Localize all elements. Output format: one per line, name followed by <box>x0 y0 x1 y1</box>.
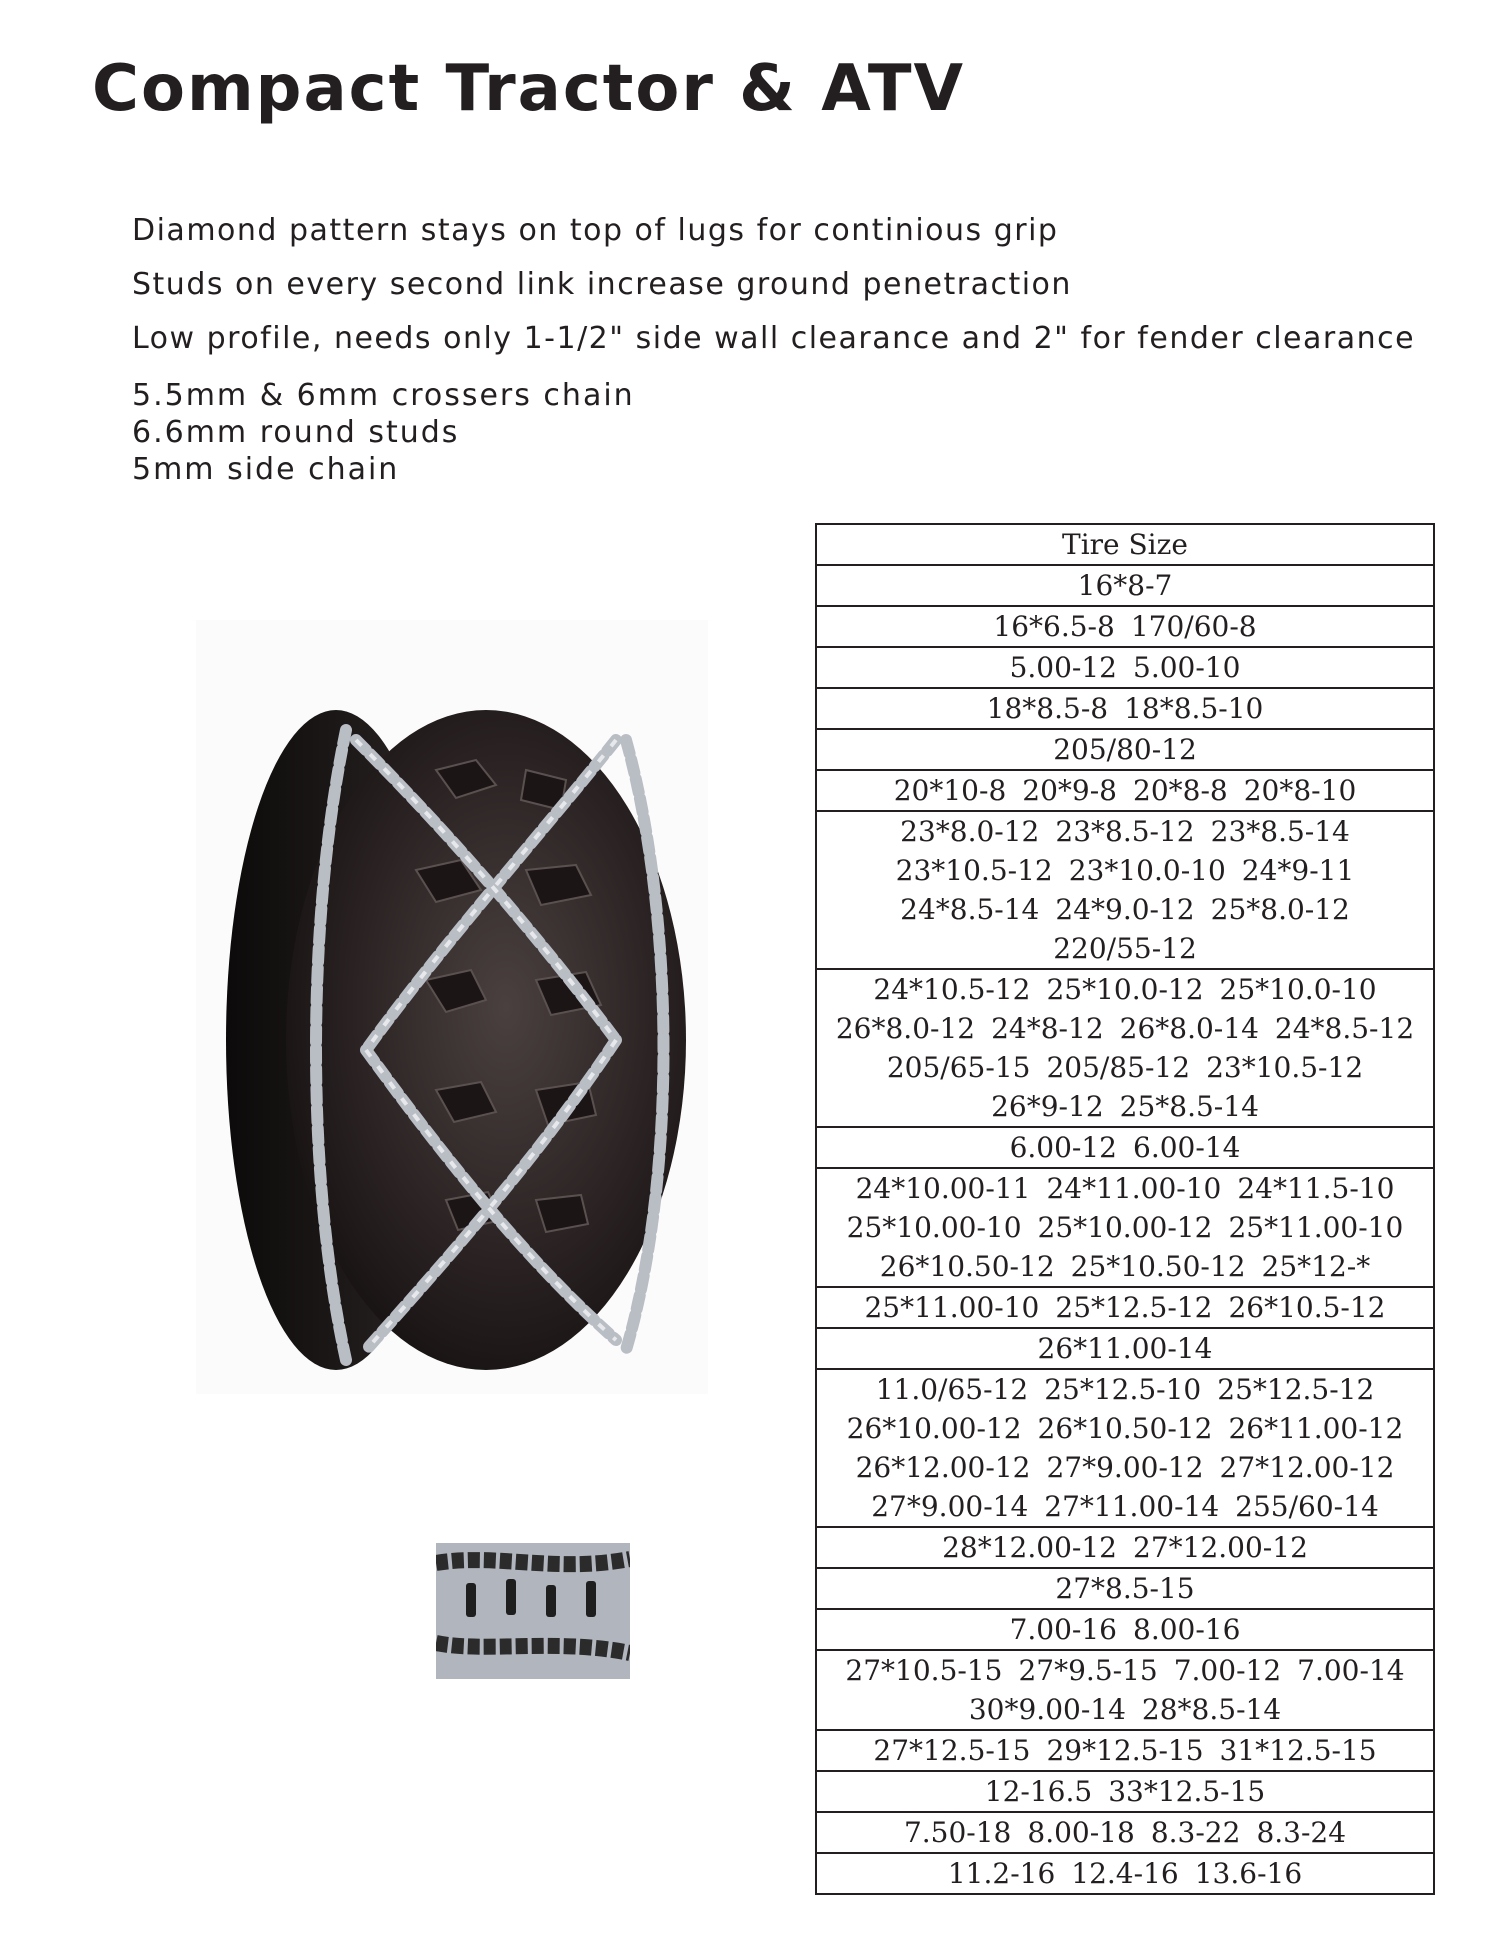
tire-size-value: 29*12.5-15 <box>1046 1734 1204 1767</box>
feature-line: Low profile, needs only 1-1/2" side wall clearance and 2" for fender clearance <box>132 321 1416 356</box>
tire-size-value: 26*9-12 <box>991 1090 1104 1123</box>
table-row <box>817 1167 1433 1286</box>
tire-size-value: 23*8.5-12 <box>1055 815 1195 848</box>
tire-size-value: 24*10.5-12 <box>873 973 1031 1006</box>
tire-size-value: 205/80-12 <box>1053 733 1197 766</box>
tire-size-value: 25*12.5-10 <box>1044 1373 1202 1406</box>
feature-line: Diamond pattern stays on top of lugs for continious grip <box>132 213 1059 248</box>
tire-size-table <box>815 523 1435 1895</box>
table-row <box>817 646 1433 687</box>
table-row <box>817 1368 1433 1526</box>
tire-size-value: 25*12.5-12 <box>1217 1373 1375 1406</box>
table-header: Tire Size <box>1062 528 1188 561</box>
tire-size-value: 27*12.00-12 <box>1219 1451 1395 1484</box>
tire-size-value: 12.4-16 <box>1071 1857 1179 1890</box>
spec-line: 5mm side chain <box>132 452 400 487</box>
tire-size-value: 170/60-8 <box>1130 610 1257 643</box>
tire-size-value: 27*11.00-14 <box>1044 1490 1220 1523</box>
tire-size-value: 11.2-16 <box>947 1857 1056 1890</box>
tire-size-value: 8.00-18 <box>1027 1816 1135 1849</box>
tire-size-value: 25*10.00-12 <box>1037 1211 1213 1244</box>
tire-size-value: 26*10.00-12 <box>846 1412 1022 1445</box>
tire-chain-image <box>196 620 708 1394</box>
tire-size-value: 20*10-8 <box>893 774 1007 807</box>
page-title: Compact Tractor & ATV <box>92 52 965 126</box>
tire-size-value: 7.00-16 <box>1009 1613 1117 1646</box>
tire-size-value: 23*8.0-12 <box>900 815 1040 848</box>
table-row <box>817 1526 1433 1567</box>
table-row <box>817 1126 1433 1167</box>
spec-line: 5.5mm & 6mm crossers chain <box>132 378 635 413</box>
tire-size-value: 27*9.00-14 <box>871 1490 1029 1523</box>
tire-size-value: 20*8-8 <box>1133 774 1228 807</box>
tire-size-value: 23*10.5-12 <box>1206 1051 1364 1084</box>
tire-size-value: 27*8.5-15 <box>1055 1572 1195 1605</box>
tire-size-value: 205/85-12 <box>1046 1051 1191 1084</box>
tire-size-value: 25*10.0-10 <box>1219 973 1377 1006</box>
table-row <box>817 1286 1433 1327</box>
table-row <box>817 1649 1433 1729</box>
tire-size-value: 27*12.5-15 <box>873 1734 1031 1767</box>
table-row <box>817 1770 1433 1811</box>
table-row <box>817 728 1433 769</box>
tire-size-value: 7.00-12 <box>1173 1654 1282 1687</box>
tire-size-value: 26*11.00-12 <box>1228 1412 1404 1445</box>
feature-list <box>132 204 1452 366</box>
tire-size-value: 26*10.50-12 <box>1037 1412 1213 1445</box>
tire-size-value: 26*8.0-12 <box>835 1012 976 1045</box>
tire-size-value: 25*8.0-12 <box>1210 893 1350 926</box>
table-row <box>817 1729 1433 1770</box>
tire-size-value: 30*9.00-14 <box>968 1693 1126 1726</box>
tire-size-value: 12-16.5 <box>984 1775 1093 1808</box>
tire-size-value: 13.6-16 <box>1194 1857 1303 1890</box>
table-row <box>817 769 1433 810</box>
tire-size-value: 23*10.5-12 <box>895 854 1053 887</box>
table-row <box>817 1567 1433 1608</box>
tire-size-value: 25*10.0-12 <box>1046 973 1204 1006</box>
tire-size-value: 25*8.5-14 <box>1119 1090 1259 1123</box>
tire-size-value: 28*12.00-12 <box>942 1531 1117 1564</box>
table-row <box>817 810 1433 968</box>
tire-size-value: 26*8.0-14 <box>1119 1012 1259 1045</box>
table-row <box>817 564 1433 605</box>
tire-size-value: 7.50-18 <box>903 1816 1012 1849</box>
tire-size-value: 16*8-7 <box>1077 569 1173 602</box>
tire-size-value: 26*11.00-14 <box>1037 1332 1213 1365</box>
tire-size-value: 5.00-10 <box>1133 651 1241 684</box>
tire-size-value: 25*10.00-10 <box>846 1211 1022 1244</box>
tire-size-value: 6.00-12 <box>1009 1131 1117 1164</box>
tire-size-value: 25*11.00-10 <box>864 1291 1040 1324</box>
tire-size-value: 26*10.50-12 <box>879 1250 1055 1283</box>
tire-size-value: 20*8-10 <box>1243 774 1357 807</box>
tire-size-value: 33*12.5-15 <box>1108 1775 1266 1808</box>
tire-size-value: 24*8.5-12 <box>1274 1012 1415 1045</box>
tire-size-value: 25*12.5-12 <box>1055 1291 1213 1324</box>
tire-size-value: 255/60-14 <box>1235 1490 1379 1523</box>
tire-size-value: 24*8-12 <box>991 1012 1104 1045</box>
tire-size-value: 23*10.0-10 <box>1068 854 1226 887</box>
tire-size-value: 27*9.5-15 <box>1018 1654 1158 1687</box>
table-row <box>817 1811 1433 1852</box>
table-row <box>817 1327 1433 1368</box>
tire-size-value: 25*11.00-10 <box>1228 1211 1404 1244</box>
tire-size-value: 24*11.5-10 <box>1237 1172 1395 1205</box>
table-row <box>817 1852 1433 1893</box>
tire-size-value: 24*11.00-10 <box>1046 1172 1222 1205</box>
tire-size-value: 7.00-14 <box>1297 1654 1405 1687</box>
tire-size-value: 6.00-14 <box>1133 1131 1241 1164</box>
tire-size-value: 24*8.5-14 <box>900 893 1040 926</box>
tire-size-value: 18*8.5-8 <box>986 692 1109 725</box>
tire-size-value: 26*12.00-12 <box>855 1451 1031 1484</box>
tire-size-value: 220/55-12 <box>1053 932 1197 965</box>
tire-size-value: 26*10.5-12 <box>1228 1291 1386 1324</box>
table-row <box>817 1608 1433 1649</box>
tire-size-value: 20*9-8 <box>1022 774 1117 807</box>
tire-size-value: 27*9.00-12 <box>1046 1451 1204 1484</box>
tire-size-value: 25*12-* <box>1261 1250 1371 1283</box>
tire-size-value: 5.00-12 <box>1009 651 1117 684</box>
feature-line: Studs on every second link increase ground penetraction <box>132 267 1072 302</box>
tire-size-value: 25*10.50-12 <box>1070 1250 1246 1283</box>
table-row <box>817 968 1433 1126</box>
tire-size-value: 23*8.5-14 <box>1210 815 1350 848</box>
tire-size-value: 27*10.5-15 <box>845 1654 1003 1687</box>
tire-size-value: 24*10.00-11 <box>855 1172 1031 1205</box>
tire-size-value: 28*8.5-14 <box>1141 1693 1282 1726</box>
tire-size-value: 8.00-16 <box>1133 1613 1241 1646</box>
tire-size-value: 11.0/65-12 <box>875 1373 1029 1406</box>
tire-size-value: 16*6.5-8 <box>993 610 1115 643</box>
table-row <box>817 687 1433 728</box>
stud-closeup-image <box>436 1543 630 1679</box>
spec-list <box>132 377 635 488</box>
tire-size-value: 24*9-11 <box>1241 854 1355 887</box>
tire-size-value: 8.3-24 <box>1256 1816 1347 1849</box>
table-row <box>817 605 1433 646</box>
tire-size-value: 27*12.00-12 <box>1133 1531 1308 1564</box>
tire-size-value: 31*12.5-15 <box>1219 1734 1377 1767</box>
tire-size-value: 24*9.0-12 <box>1055 893 1195 926</box>
tire-size-value: 18*8.5-10 <box>1124 692 1264 725</box>
tire-size-value: 8.3-22 <box>1150 1816 1241 1849</box>
tire-size-value: 205/65-15 <box>886 1051 1031 1084</box>
spec-line: 6.6mm round studs <box>132 415 460 450</box>
